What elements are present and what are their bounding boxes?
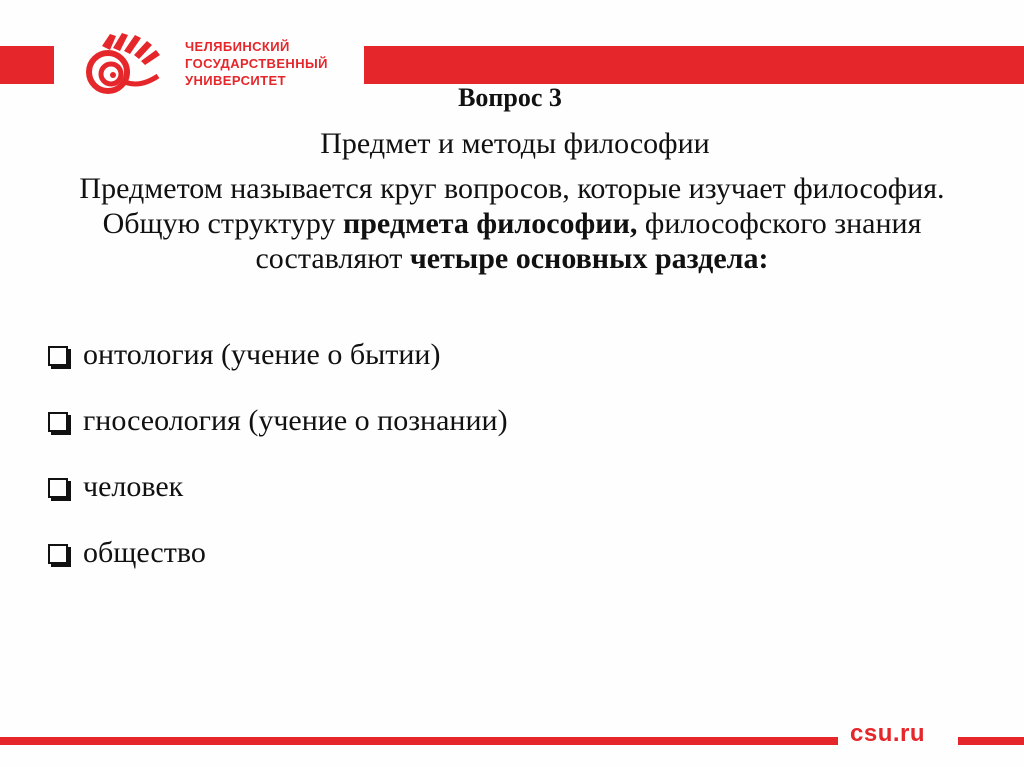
definition-paragraph: Предметом называется круг вопросов, которые изучает философия.: [79, 172, 945, 205]
list-item: общество: [48, 535, 508, 571]
university-name-line: ЧЕЛЯБИНСКИЙ: [185, 39, 290, 54]
university-name: [185, 38, 328, 89]
sections-list: [48, 337, 508, 601]
university-name-line: ГОСУДАРСТВЕННЫЙ: [185, 56, 328, 71]
slide-body: [52, 171, 972, 276]
checkbox-bullet-icon: [48, 412, 68, 432]
list-item: человек: [48, 469, 508, 505]
checkbox-bullet-icon: [48, 544, 68, 564]
slide-subtitle: Предмет и методы философии: [320, 127, 710, 160]
bold-term: четыре основных раздела:: [409, 242, 769, 275]
header-bar-right: [364, 46, 1024, 84]
footer-line-right: [958, 737, 1024, 745]
checkbox-bullet-icon: [48, 346, 68, 366]
slide-title: Вопрос 3: [458, 83, 562, 112]
list-item: гносеология (учение о познании): [48, 403, 508, 439]
footer-line-left: [0, 737, 838, 745]
list-item: онтология (учение о бытии): [48, 337, 508, 373]
checkbox-bullet-icon: [48, 478, 68, 498]
structure-paragraph: Общую структуру предмета философии, философского знания составляют четыре основных раздела:: [102, 207, 922, 275]
bold-term: предмета философии,: [342, 207, 638, 240]
header-bar-left: [0, 46, 54, 84]
footer-site: csu.ru: [850, 720, 926, 747]
university-name-line: УНИВЕРСИТЕТ: [185, 73, 286, 88]
